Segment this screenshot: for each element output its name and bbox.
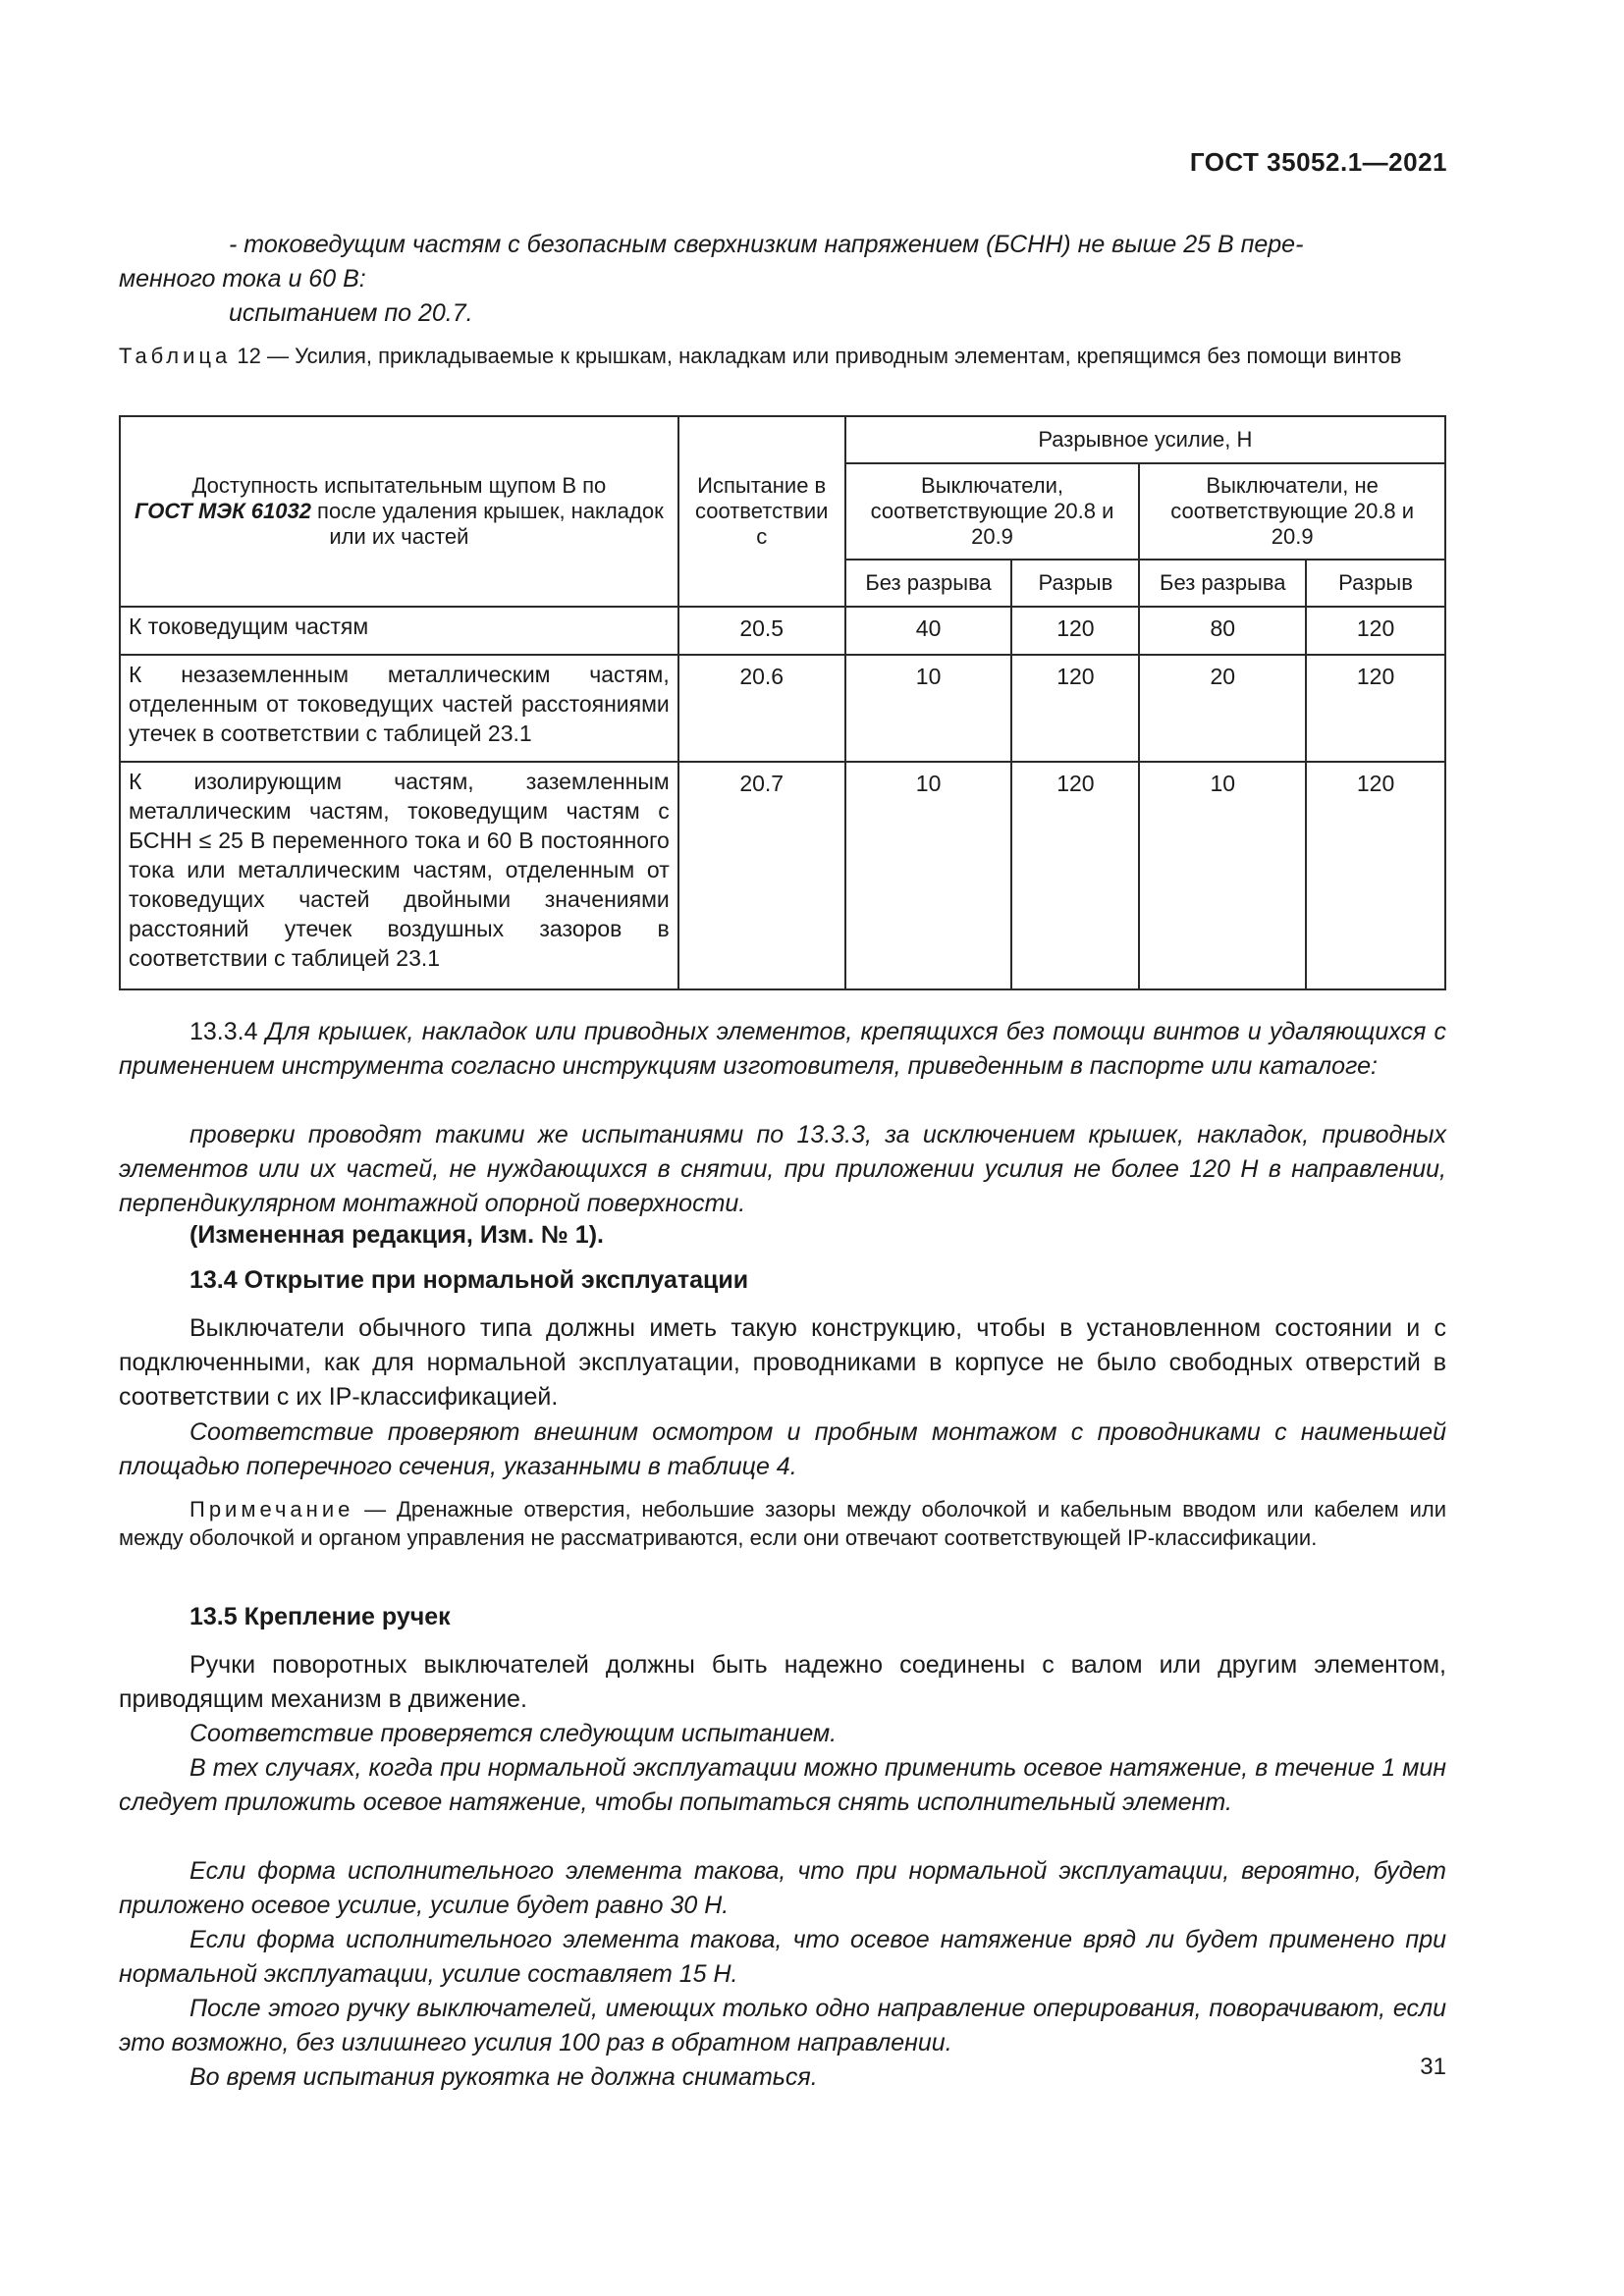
header-group-noncompliant: Выключатели, не соответствующие 20.8 и 20.9 [1139,463,1445,560]
table-caption-text: 12 — Усилия, прикладываемые к крышкам, накладкам или приводным элементам, крепящимся без помощи винтов [231,344,1402,368]
section-13-5-p3: Если форма исполнительного элемента такова, что при нормальной эксплуатации, вероятно, будет приложено осевое усилие, усилие будет равно 30 Н. [119,1857,1446,1919]
standard-number: ГОСТ 35052.1—2021 [1189,147,1447,177]
section-13-5-p1: Соответствие проверяется следующим испытанием. [189,1720,838,1747]
row-value: 10 [1139,762,1306,989]
table-row [120,607,1445,655]
table-label: Таблица [119,344,232,368]
intro-item-line1: - токоведущим частям с безопасным сверхнизким напряжением (БСНН) не выше 25 В пере- [229,231,1304,258]
row-part: К незаземленным металлическим частям, отделенным от токоведущих частей расстояниями утечек в соответствии с таблицей 23.1 [120,655,678,762]
row-value: 120 [1306,607,1445,655]
row-part: К изолирующим частям, заземленным металлическим частям, токоведущим частям с БСНН ≤ 25 В переменного тока и 60 В постоянного тока или металлическим частям, отделенным от токоведущих частей двойными значениями расстояний утечек воздушных зазоров в соответствии с таблицей 23.1 [120,762,678,989]
section-13-5-para: Ручки поворотных выключателей должны быть надежно соединены с валом или другим элементом, приводящим механизм в движение. [119,1651,1446,1713]
section-13-5-p4: Если форма исполнительного элемента такова, что осевое натяжение вряд ли будет применено при нормальной эксплуатации, усилие составляет 15 Н. [119,1926,1446,1988]
table-12 [119,415,1446,990]
section-13-3-4 [119,1015,1446,1084]
header-nobreak-1: Без разрыва [845,560,1012,607]
section-13-3-4-checks: проверки проводят такими же испытаниями по 13.3.3, за исключением крышек, накладок, приводных элементов или их частей, не нуждающихся в снятии, при приложении усилия не более 120 Н в направлении, перпендикулярном монтажной опорной поверхности. [119,1121,1446,1217]
row-value: 80 [1139,607,1306,655]
section-13-4-compliance: Соответствие проверяют внешним осмотром и пробным монтажом с проводниками с наименьшей площадью поперечного сечения, указанными в таблице 4. [119,1418,1446,1480]
header-access: Доступность испытательным щупом В по ГОСТ МЭК 61032 после удаления крышек, накладок или их частей [120,416,678,607]
intro-item-line2: менного тока и 60 В: [119,265,366,293]
section-13-5-p6: Во время испытания рукоятка не должна сниматься. [189,2063,818,2091]
row-value: 120 [1011,762,1139,989]
row-value: 10 [845,655,1012,762]
table-caption [119,342,1446,370]
row-value: 120 [1306,762,1445,989]
table-row [120,762,1445,989]
row-value: 120 [1011,655,1139,762]
row-value: 120 [1011,607,1139,655]
row-test: 20.6 [678,655,845,762]
header-nobreak-2: Без разрыва [1139,560,1306,607]
section-13-4-note [119,1495,1446,1552]
header-test: Испытание в соответствии с [678,416,845,607]
row-test: 20.5 [678,607,845,655]
section-13-5-heading: 13.5 Крепление ручек [189,1603,451,1630]
header-group-compliant: Выключатели, соответствующие 20.8 и 20.9 [845,463,1140,560]
amendment-note: (Измененная редакция, Изм. № 1). [189,1221,604,1249]
section-13-5-p5: После этого ручку выключателей, имеющих только одно направление оперирования, поворачивают, если это возможно, без излишнего усилия 100 раз в обратном направлении. [119,1995,1446,2056]
row-value: 120 [1306,655,1445,762]
section-13-5-p2: В тех случаях, когда при нормальной эксплуатации можно применить осевое натяжение, в течение 1 мин следует приложить осевое натяжение, чтобы попытаться снять исполнительный элемент. [119,1754,1446,1816]
header-access-std: ГОСТ МЭК 61032 [135,499,311,523]
note-text: — Дренажные отверстия, небольшие зазоры между оболочкой и кабельным вводом или кабелем или между оболочкой и органом управления не рассматриваются, если они отвечают соответствующей IP-классификации. [119,1497,1446,1550]
header-break-1: Разрыв [1011,560,1139,607]
note-label: Примечание [189,1497,354,1522]
intro-item [119,228,1446,331]
section-13-4-heading: 13.4 Открытие при нормальной эксплуатации [189,1266,749,1294]
row-value: 10 [845,762,1012,989]
header-force: Разрывное усилие, Н [845,416,1445,463]
row-value: 20 [1139,655,1306,762]
table-row [120,655,1445,762]
section-13-4-para: Выключатели обычного типа должны иметь такую конструкцию, чтобы в установленном состоянии и с подключенными, как для нормальной эксплуатации, проводниками в корпусе не было свободных отверстий в соответствии с их IP-классификацией. [119,1314,1446,1411]
section-number: 13.3.4 [189,1018,258,1045]
row-value: 40 [845,607,1012,655]
page-number: 31 [1420,2054,1446,2080]
section-13-3-4-text: Для крышек, накладок или приводных элементов, крепящихся без помощи винтов и удаляющихся с применением инструмента согласно инструкциям изготовителя, приведенным в паспорте или каталоге: [119,1018,1446,1080]
header-break-2: Разрыв [1306,560,1445,607]
row-part: К токоведущим частям [120,607,678,655]
intro-item-test: испытанием по 20.7. [229,299,473,327]
row-test: 20.7 [678,762,845,989]
